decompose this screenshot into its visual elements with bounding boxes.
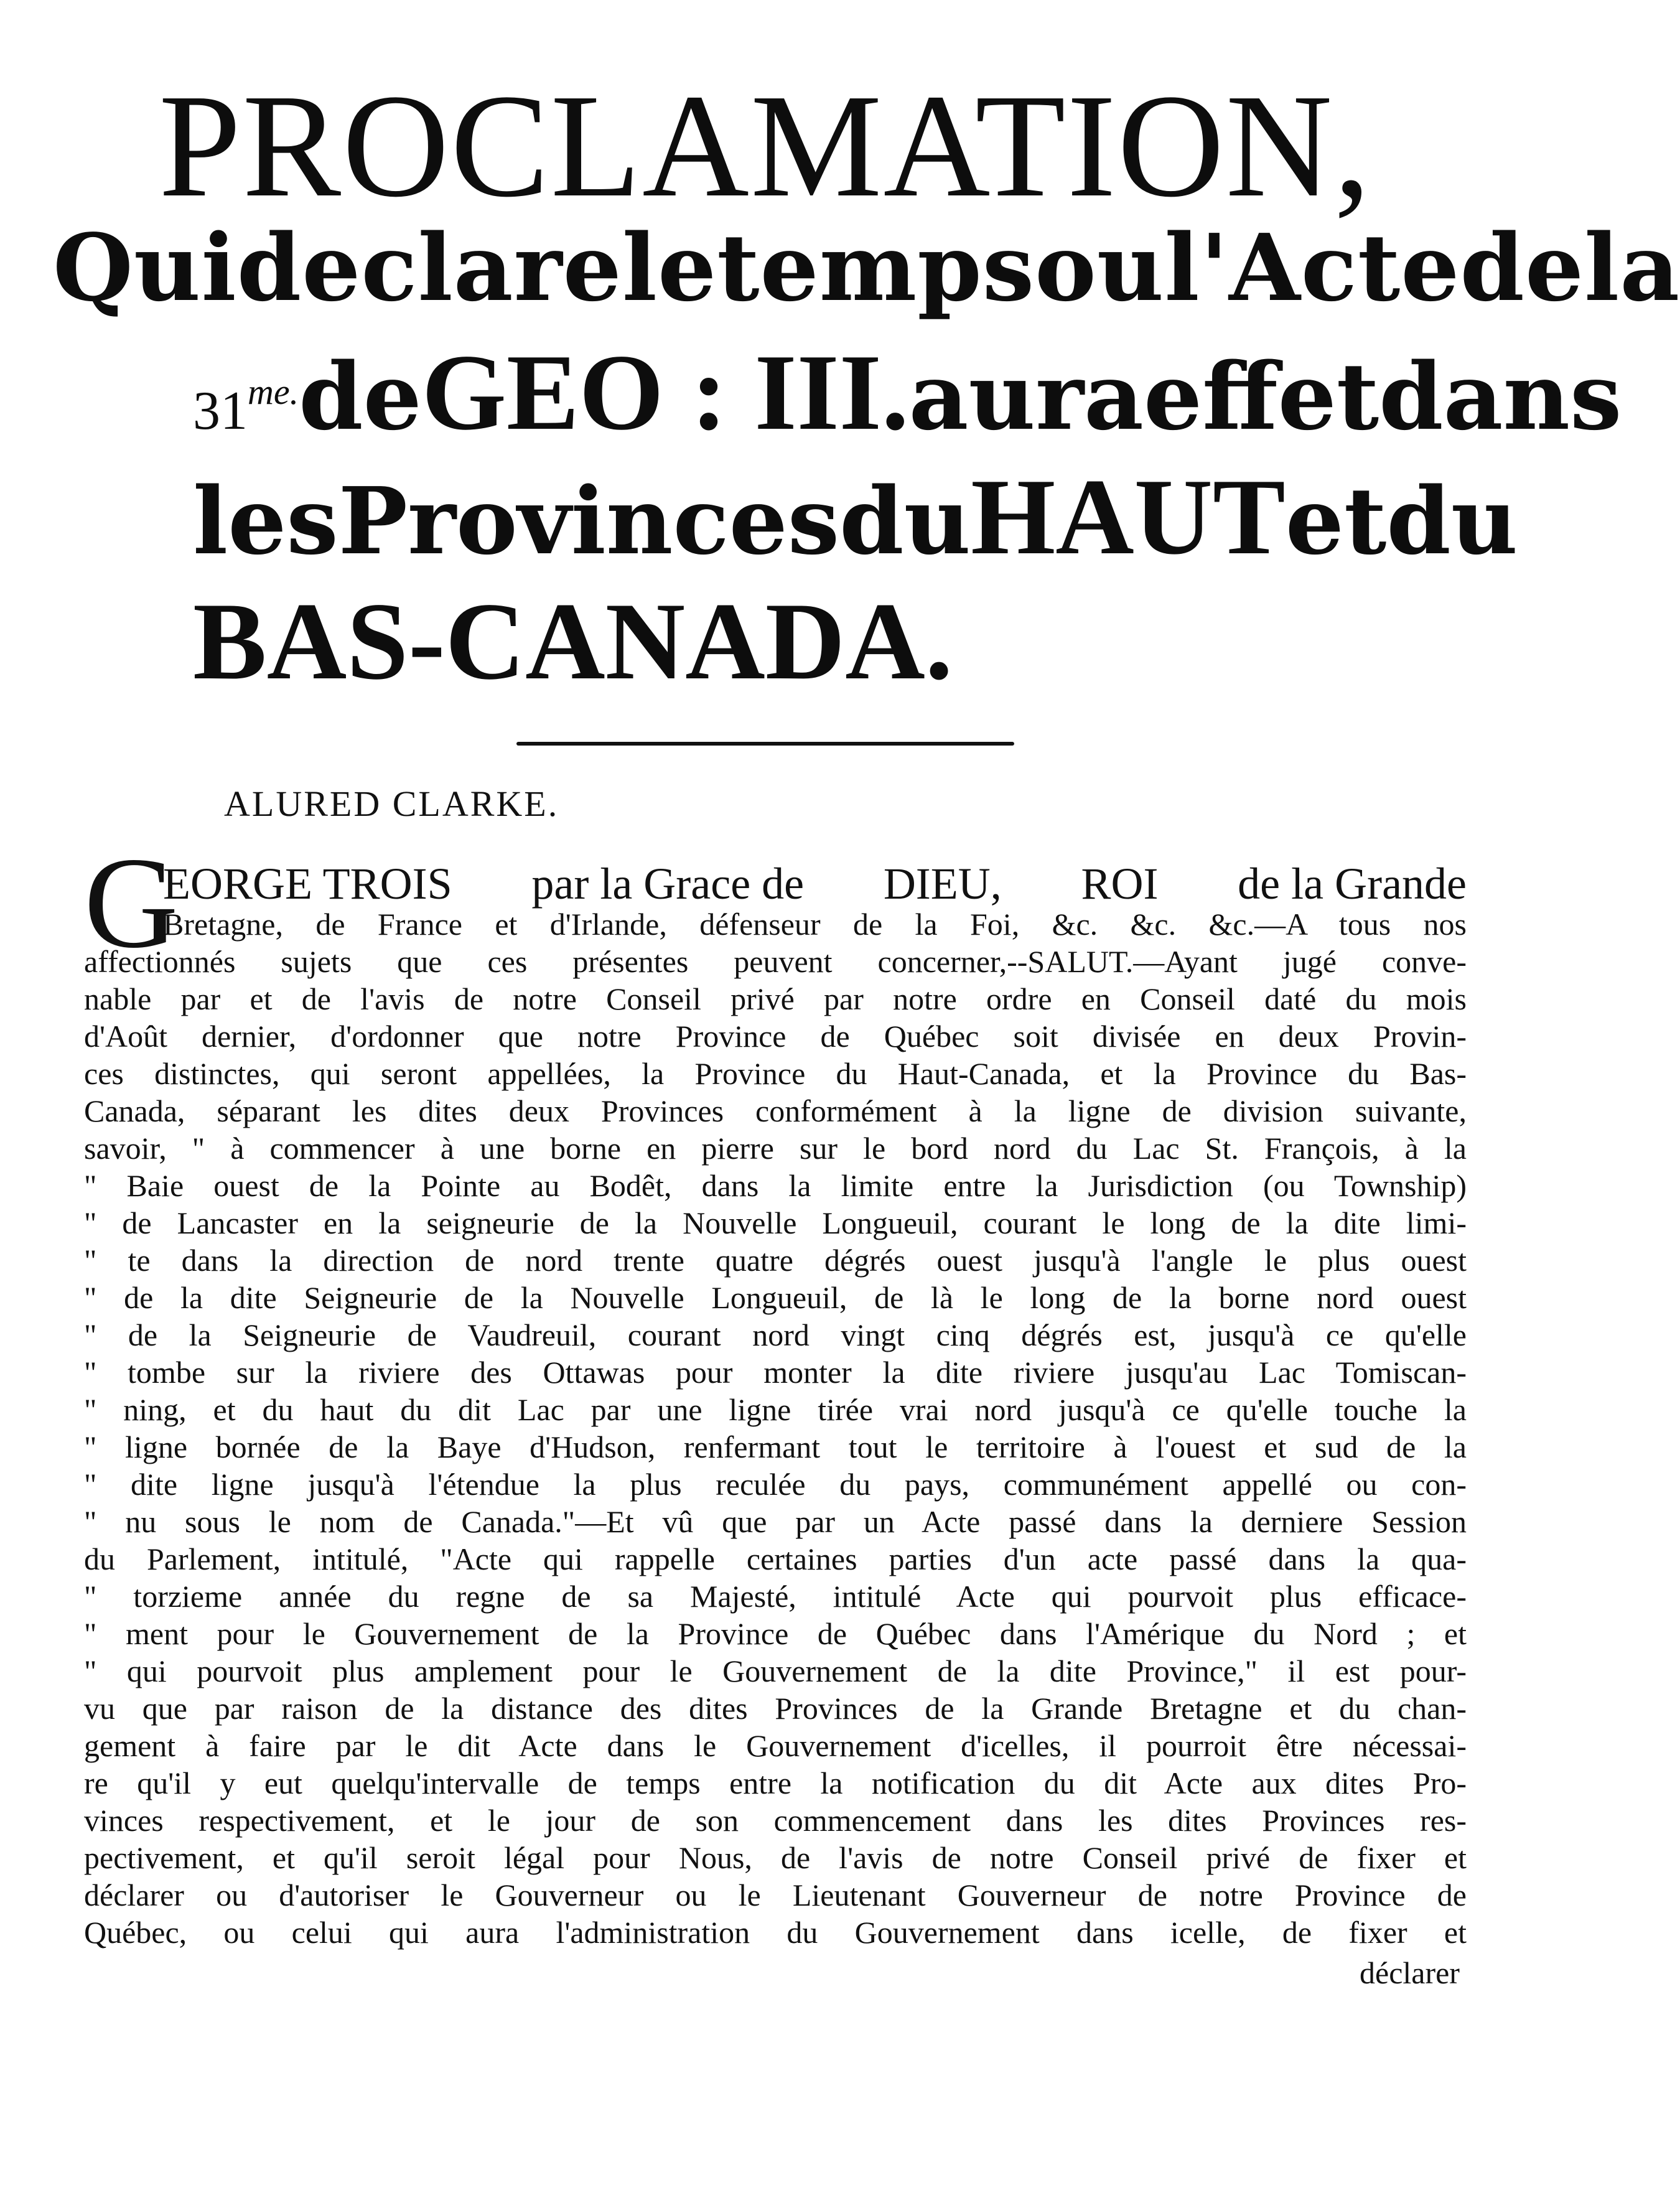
opening-segment: EORGE TROIS (163, 859, 452, 909)
body-line: pectivement, et qu'il seroit légal pour Nous, de l'avis de notre Conseil privé de fixer et (84, 1840, 1467, 1875)
body-line: vinces respectivement, et le jour de son commencement dans les dites Provinces res- (84, 1803, 1467, 1838)
title-word: les (193, 467, 338, 575)
title-word: dans (1379, 342, 1622, 451)
body-line: " tombe sur la riviere des Ottawas pour monter la dite riviere jusqu'au Lac Tomiscan- (84, 1355, 1467, 1390)
title-word: le (622, 213, 717, 322)
opening-line (163, 859, 1467, 909)
title-word: aura (908, 342, 1144, 451)
body-line: " de Lancaster en la seigneurie de la Nouvelle Longueuil, courant le long de la dite limi- (84, 1205, 1467, 1240)
title-word: ou (1035, 213, 1165, 322)
opening-segment: de la Grande (1238, 859, 1467, 909)
body-line: " de la Seigneurie de Vaudreuil, courant nord vingt cinq dégrés est, jusqu'à ce qu'elle (84, 1317, 1467, 1352)
body-line: " ment pour le Gouvernement de la Province de Québec dans l'Amérique du Nord ; et (84, 1616, 1467, 1651)
title-word: et (1285, 467, 1387, 575)
title-word: de (299, 342, 422, 451)
body-line: du Parlement, intitulé, "Acte qui rappelle certaines parties d'un acte passé dans la qua- (84, 1542, 1467, 1576)
opening-segment: par la Grace de (531, 859, 805, 909)
section-divider (516, 742, 1014, 746)
body-line: nable par et de l'avis de notre Conseil privé par notre ordre en Conseil daté du mois (84, 981, 1467, 1016)
title-line-2 (193, 332, 1622, 464)
catchword: déclarer (1360, 1955, 1460, 1990)
body-line: ces distinctes, qui seront appellées, la Province du Haut-Canada, et la Province du Bas- (84, 1056, 1467, 1091)
body-line: " de la dite Seigneurie de la Nouvelle Longueuil, de là le long de la borne nord ouest (84, 1280, 1467, 1315)
title-word: la (1584, 213, 1680, 322)
body-line: " nu sous le nom de Canada."—Et vû que par un Acte passé dans la derniere Session (84, 1504, 1467, 1539)
title-word: declare (236, 213, 622, 322)
proclamation-title: PROCLAMATION, (159, 64, 1372, 228)
body-line: vu que par raison de la distance des dites Provinces de la Grande Bretagne et du chan- (84, 1691, 1467, 1726)
title-line-1 (53, 213, 1680, 322)
body-line: " qui pourvoit plus amplement pour le Gouvernement de la dite Province," il est pour- (84, 1654, 1467, 1688)
title-word: temps (717, 213, 1035, 322)
title-word: Qui (53, 213, 237, 322)
opening-segment: ROI (1081, 859, 1159, 909)
title-word: du (1386, 467, 1518, 575)
title-line-4: BAS-CANADA. (193, 579, 953, 703)
title-word: l'Acte (1164, 213, 1460, 322)
opening-segment: DIEU, (883, 859, 1002, 909)
body-line: Bretagne, de France et d'Irlande, défenseur de la Foi, &c. &c. &c.—A tous nos (163, 907, 1467, 942)
body-line: Québec, ou celui qui aura l'administration du Gouvernement dans icelle, de fixer et (84, 1915, 1467, 1950)
title-word: effet (1143, 342, 1379, 451)
body-line: " ning, et du haut du dit Lac par une ligne tirée vrai nord jusqu'à ce qu'elle touche la (84, 1392, 1467, 1427)
body-line: " te dans la direction de nord trente quatre dégrés ouest jusqu'à l'angle le plus ouest (84, 1243, 1467, 1278)
title-word: du (839, 467, 971, 575)
body-line: d'Août dernier, d'ordonner que notre Province de Québec soit divisée en deux Provin- (84, 1019, 1467, 1054)
body-line: affectionnés sujets que ces présentes peuvent concerner,--SALUT.—Ayant jugé conve- (84, 944, 1467, 979)
title-ordinal: $31^{me.}$ (193, 372, 299, 441)
body-line: " dite ligne jusqu'à l'étendue la plus reculée du pays, communément appellé ou con- (84, 1467, 1467, 1502)
title-word-geo: GEO : III. (421, 332, 909, 452)
body-line: gement à faire par le dit Acte dans le Gouvernement d'icelles, il pourroit être nécessai- (84, 1728, 1467, 1763)
body-line: " torzieme année du regne de sa Majesté, intitulé Acte qui pourvoit plus efficace- (84, 1579, 1467, 1614)
body-line: Canada, séparant les dites deux Provinces conformément à la ligne de division suivante, (84, 1093, 1467, 1128)
body-line: " Baie ouest de la Pointe au Bodêt, dans la limite entre la Jurisdiction (ou Township) (84, 1168, 1467, 1203)
title-line-3 (193, 456, 1518, 577)
body-line: déclarer ou d'autoriser le Gouverneur ou le Lieutenant Gouverneur de notre Province de (84, 1878, 1467, 1912)
title-word: de (1460, 213, 1585, 322)
title-word-haut: HAUT (971, 456, 1286, 577)
body-line: re qu'il y eut quelqu'intervalle de temps entre la notification du dit Acte aux dites Pro- (84, 1766, 1467, 1800)
body-line: savoir, " à commencer à une borne en pierre sur le bord nord du Lac St. François, à la (84, 1131, 1467, 1166)
body-line: " ligne bornée de la Baye d'Hudson, renfermant tout le territoire à l'ouest et sud de la (84, 1430, 1467, 1464)
drop-cap: G (84, 831, 179, 975)
title-word: Provinces (338, 467, 840, 575)
signatory-name: ALURED CLARKE. (224, 784, 559, 824)
